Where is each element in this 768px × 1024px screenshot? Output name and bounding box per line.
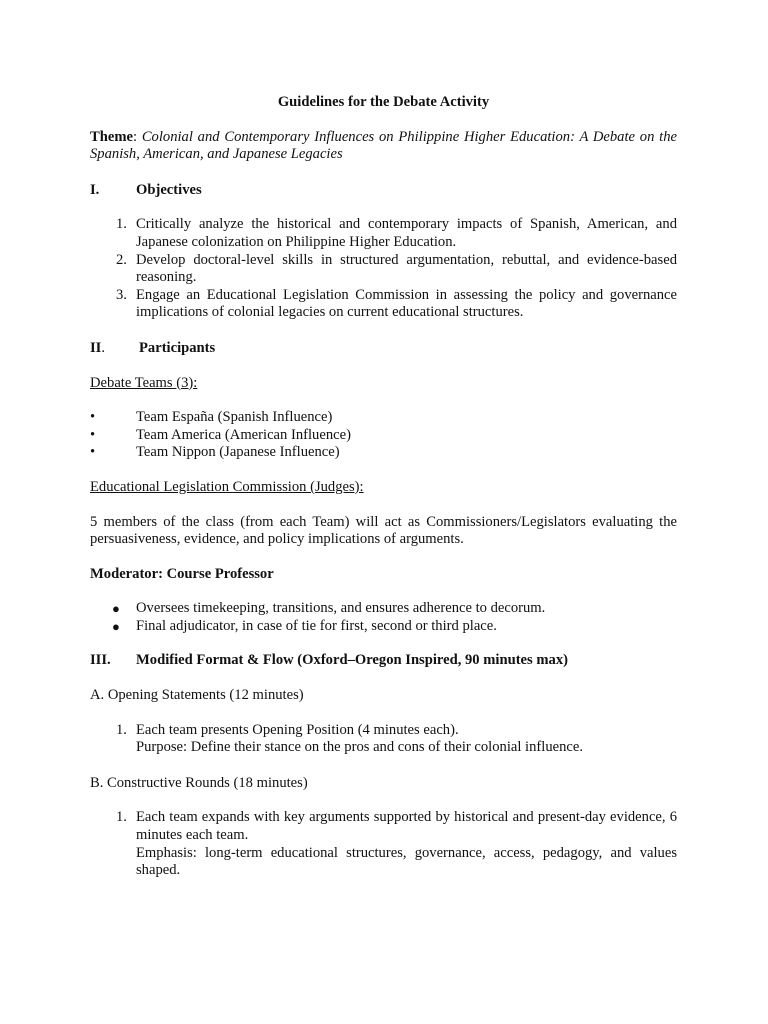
section-format-heading (90, 652, 677, 670)
document-title: Guidelines for the Debate Activity (277, 94, 490, 110)
item-number: 2. (116, 251, 127, 268)
commission-label: Educational Legislation Commission (Judges): (90, 478, 364, 495)
moderator-duties-list (90, 600, 677, 635)
item-number: 3. (116, 286, 127, 303)
item-number: 1. (116, 721, 127, 738)
item-text: Engage an Educational Legislation Commission in assessing the policy and governance implications of colonial legacies on current educational structures. (136, 286, 677, 321)
part-a-label: A. Opening Statements (12 minutes) (90, 687, 304, 704)
list-item (90, 216, 677, 251)
section-number: II. (90, 339, 106, 356)
bullet-icon: ● (112, 618, 120, 634)
section-title: Objectives (136, 181, 202, 198)
list-item (90, 809, 677, 879)
item-text: Team America (American Influence) (136, 426, 351, 443)
section-number: III. (90, 652, 111, 669)
item-text: Critically analyze the historical and contemporary impacts of Spanish, American, and Japanese colonization on Philippine Higher Education. (136, 216, 677, 250)
theme-separator: : (132, 128, 142, 145)
section-number: I. (90, 181, 100, 198)
bullet-icon: • (90, 426, 96, 443)
bullet-icon: • (90, 409, 96, 426)
item-text: Develop doctoral-level skills in structured argumentation, rebuttal, and evidence-based reasoning. (136, 251, 677, 286)
item-purpose: Purpose: Define their stance on the pros and cons of their colonial influence. (136, 739, 583, 756)
item-number: 1. (116, 809, 127, 826)
list-item (90, 409, 677, 427)
item-text: Team Nippon (Japanese Influence) (136, 444, 340, 461)
bullet-icon: ● (112, 601, 120, 617)
item-emphasis: Emphasis: long-term educational structures, governance, access, pedagogy, and values shaped. (136, 844, 677, 879)
section-title: Participants (139, 339, 216, 356)
section-participants-heading (90, 340, 677, 358)
item-text: Final adjudicator, in case of tie for first, second or third place. (136, 617, 497, 634)
list-item (90, 427, 677, 445)
bullet-icon: • (90, 444, 96, 461)
item-text: Oversees timekeeping, transitions, and ensures adherence to decorum. (136, 600, 546, 617)
list-item (90, 444, 677, 462)
list-item (90, 252, 677, 287)
part-b-label: B. Constructive Rounds (18 minutes) (90, 774, 308, 791)
theme-paragraph (90, 129, 677, 164)
commission-text: 5 members of the class (from each Team) will act as Commissioners/Legislators evaluating the persuasiveness, evidence, and policy implications of arguments. (90, 513, 677, 548)
theme-label: Theme (90, 128, 133, 145)
moderator-label: Moderator: Course Professor (90, 565, 274, 582)
section-objectives-heading (90, 182, 677, 200)
part-a-list (90, 722, 677, 757)
item-text: Each team expands with key arguments supported by historical and present-day evidence, 6 minutes each team. (136, 809, 677, 844)
document-page (90, 94, 677, 898)
objectives-list (90, 216, 677, 322)
section-title: Modified Format & Flow (Oxford–Oregon Inspired, 90 minutes max) (136, 652, 568, 669)
debate-teams-label: Debate Teams (3): (90, 374, 198, 391)
list-item (90, 287, 677, 322)
list-item (90, 722, 677, 757)
list-item (90, 618, 677, 636)
item-text: Team España (Spanish Influence) (136, 409, 333, 426)
part-b-list (90, 809, 677, 879)
theme-text: Colonial and Contemporary Influences on Philippine Higher Education: A Debate on the Spanish, American, and Japanese Legacies (90, 128, 677, 163)
teams-list (90, 409, 677, 462)
item-text: Each team presents Opening Position (4 minutes each). (136, 721, 459, 738)
list-item (90, 600, 677, 618)
item-number: 1. (116, 216, 127, 233)
